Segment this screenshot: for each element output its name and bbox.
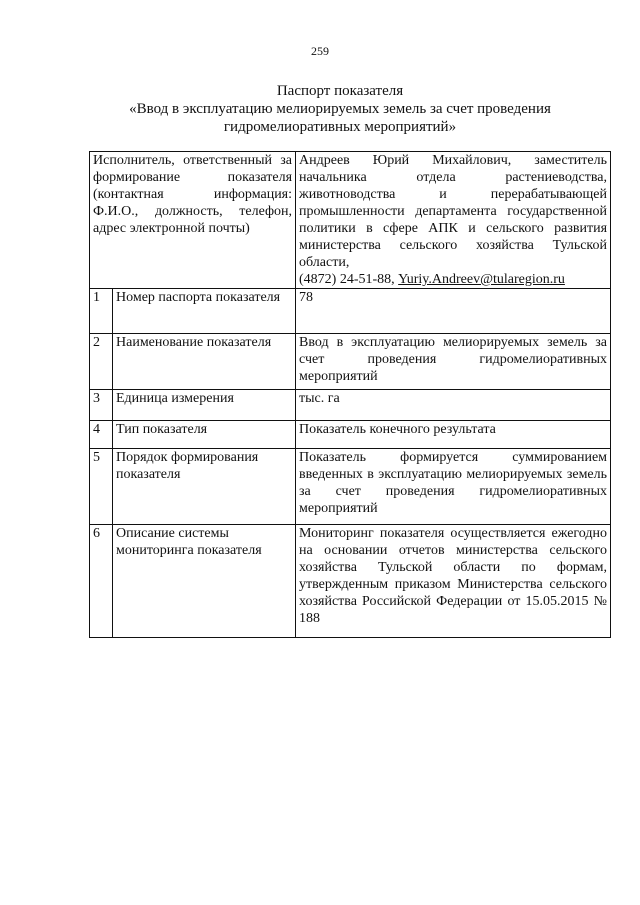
row-value: тыс. га <box>296 390 611 421</box>
row-label: Единица измерения <box>113 390 296 421</box>
row-number: 4 <box>90 421 113 449</box>
row-value: Показатель конечного результата <box>296 421 611 449</box>
row-value: Показатель формируется суммированием введенных в эксплуатацию мелиорируемых земель за счет проведения гидромелиоративных мероприятий <box>296 449 611 525</box>
row-number: 5 <box>90 449 113 525</box>
table-row <box>90 390 611 421</box>
row-value: Ввод в эксплуатацию мелиорируемых земель за счет проведения гидромелиоративных мероприятий <box>296 334 611 390</box>
title-line-1: Паспорт показателя <box>276 83 404 99</box>
row-value: 78 <box>296 289 611 334</box>
row-label: Порядок формирования показателя <box>113 449 296 525</box>
document-title <box>80 82 600 136</box>
row-number: 2 <box>90 334 113 390</box>
table-row <box>90 525 611 638</box>
title-line-2: «Ввод в эксплуатацию мелиорируемых земель за счет проведения <box>129 101 551 117</box>
responsible-email[interactable]: Yuriy.Andreev@tularegion.ru <box>398 272 565 287</box>
row-label: Тип показателя <box>113 421 296 449</box>
row-value: Мониторинг показателя осуществляется ежегодно на основании отчетов министерства сельского хозяйства Тульской области по формам, утвержденным приказом Министерства сельского хозяйства Российской Федерации от 15.05.2015 № 188 <box>296 525 611 638</box>
table-row <box>90 449 611 525</box>
page-number: 259 <box>311 44 329 58</box>
row-number: 3 <box>90 390 113 421</box>
passport-table <box>89 151 611 638</box>
table-row <box>90 334 611 390</box>
row-number: 1 <box>90 289 113 334</box>
responsible-label: Исполнитель, ответственный за формирование показателя (контактная информация: Ф.И.О., должность, телефон, адрес электронной почты) <box>90 152 296 289</box>
responsible-text: Андреев Юрий Михайлович, заместитель начальника отдела растениеводства, животноводства и перерабатывающей промышленности департамента государственной политики в сфере АПК и сельского развития министерства сельского хозяйства Тульской области, <box>299 153 608 270</box>
responsible-phone: (4872) 24-51-88, <box>299 272 395 287</box>
responsible-value <box>296 152 611 289</box>
row-label: Описание системы мониторинга показателя <box>113 525 296 638</box>
table-row <box>90 421 611 449</box>
table-row <box>90 289 611 334</box>
row-label: Наименование показателя <box>113 334 296 390</box>
title-line-3: гидромелиоративных мероприятий» <box>223 119 457 135</box>
table-row <box>90 152 611 289</box>
row-number: 6 <box>90 525 113 638</box>
row-label: Номер паспорта показателя <box>113 289 296 334</box>
